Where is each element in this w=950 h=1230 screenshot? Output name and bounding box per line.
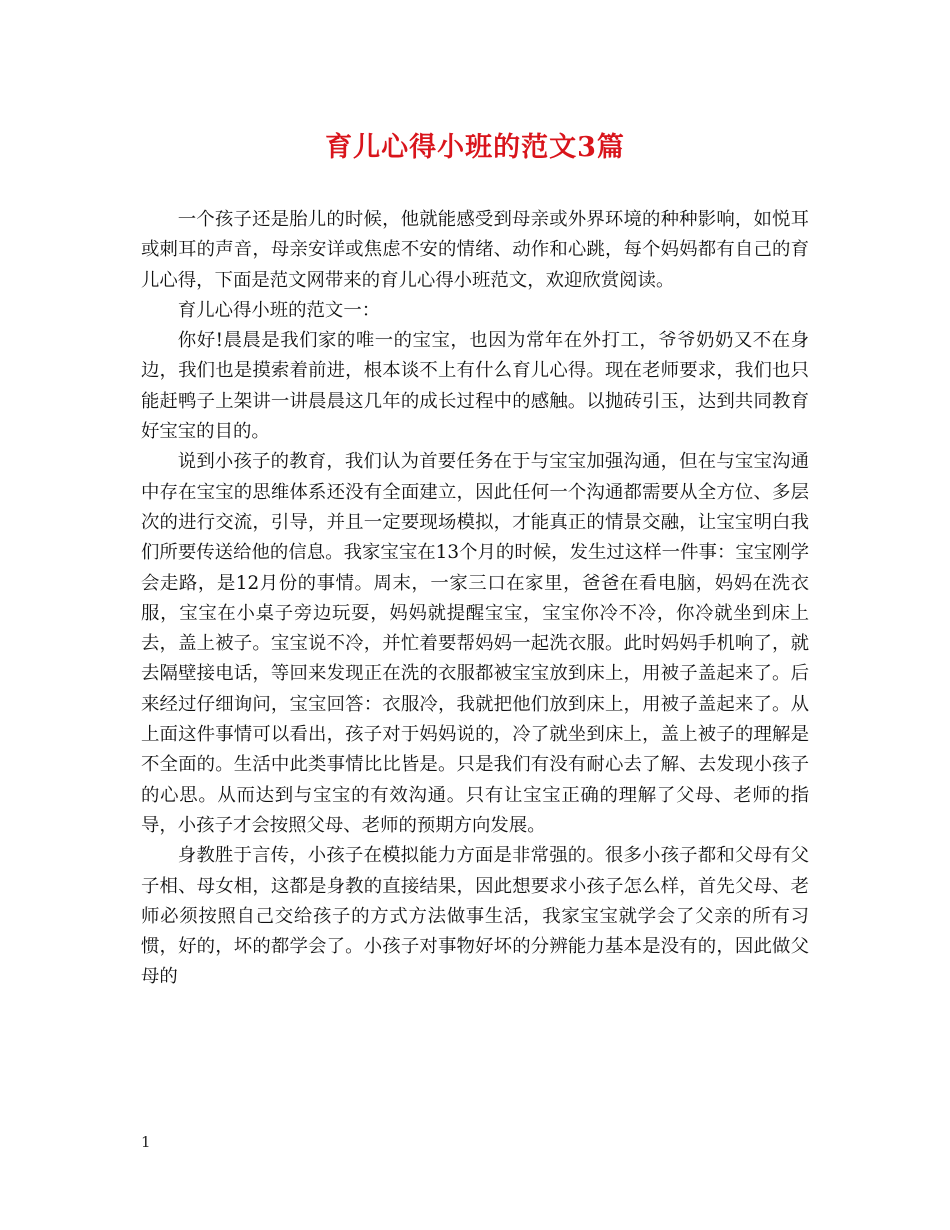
page-number: 1 (141, 1133, 151, 1151)
document-title: 育儿心得小班的范文3篇 (325, 132, 625, 163)
paragraph-greeting: 你好!晨晨是我们家的唯一的宝宝，也因为常年在外打工，爷爷奶奶又不在身边，我们也是摸索着前进，根本谈不上有什么育儿心得。现在老师要求，我们也只能赶鸭子上架讲一讲晨晨这几年的成长过程中的感触。以抛砖引玉，达到共同教育好宝宝的目的。 (141, 330, 809, 443)
paragraph-intro: 一个孩子还是胎儿的时候，他就能感受到母亲或外界环境的种种影响，如悦耳或刺耳的声音，母亲安详或焦虑不安的情绪、动作和心跳，每个妈妈都有自己的育儿心得，下面是范文网带来的育儿心得小班范文，欢迎欣赏阅读。 (141, 209, 809, 291)
document-body (141, 205, 809, 993)
paragraph-example: 身教胜于言传，小孩子在模拟能力方面是非常强的。很多小孩子都和父母有父子相、母女相，这都是身教的直接结果，因此想要求小孩子怎么样，首先父母、老师必须按照自己交给孩子的方式方法做事生活，我家宝宝就学会了父亲的所有习惯，好的，坏的都学会了。小孩子对事物好坏的分辨能力基本是没有的，因此做父母的 (141, 845, 809, 988)
section-heading-one: 育儿心得小班的范文一： (177, 299, 381, 321)
paragraph-communication: 说到小孩子的教育，我们认为首要任务在于与宝宝加强沟通，但在与宝宝沟通中存在宝宝的思维体系还没有全面建立，因此任何一个沟通都需要从全方位、多层次的进行交流，引导，并且一定要现场模拟，才能真正的情景交融，让宝宝明白我们所要传送给他的信息。我家宝宝在13个月的时候，发生过这样一件事：宝宝刚学会走路，是12月份的事情。周末，一家三口在家里，爸爸在看电脑，妈妈在洗衣服，宝宝在小桌子旁边玩耍，妈妈就提醒宝宝，宝宝你冷不冷，你冷就坐到床上去，盖上被子。宝宝说不冷，并忙着要帮妈妈一起洗衣服。此时妈妈手机响了，就去隔壁接电话，等回来发现正在洗的衣服都被宝宝放到床上，用被子盖起来了。后来经过仔细询问，宝宝回答：衣服冷，我就把他们放到床上，用被子盖起来了。从上面这件事情可以看出，孩子对于妈妈说的，冷了就坐到床上，盖上被子的理解是不全面的。生活中此类事情比比皆是。只是我们有没有耐心去了解、去发现小孩子的心思。从而达到与宝宝的有效沟通。只有让宝宝正确的理解了父母、老师的指导，小孩子才会按照父母、老师的预期方向发展。 (141, 451, 809, 836)
